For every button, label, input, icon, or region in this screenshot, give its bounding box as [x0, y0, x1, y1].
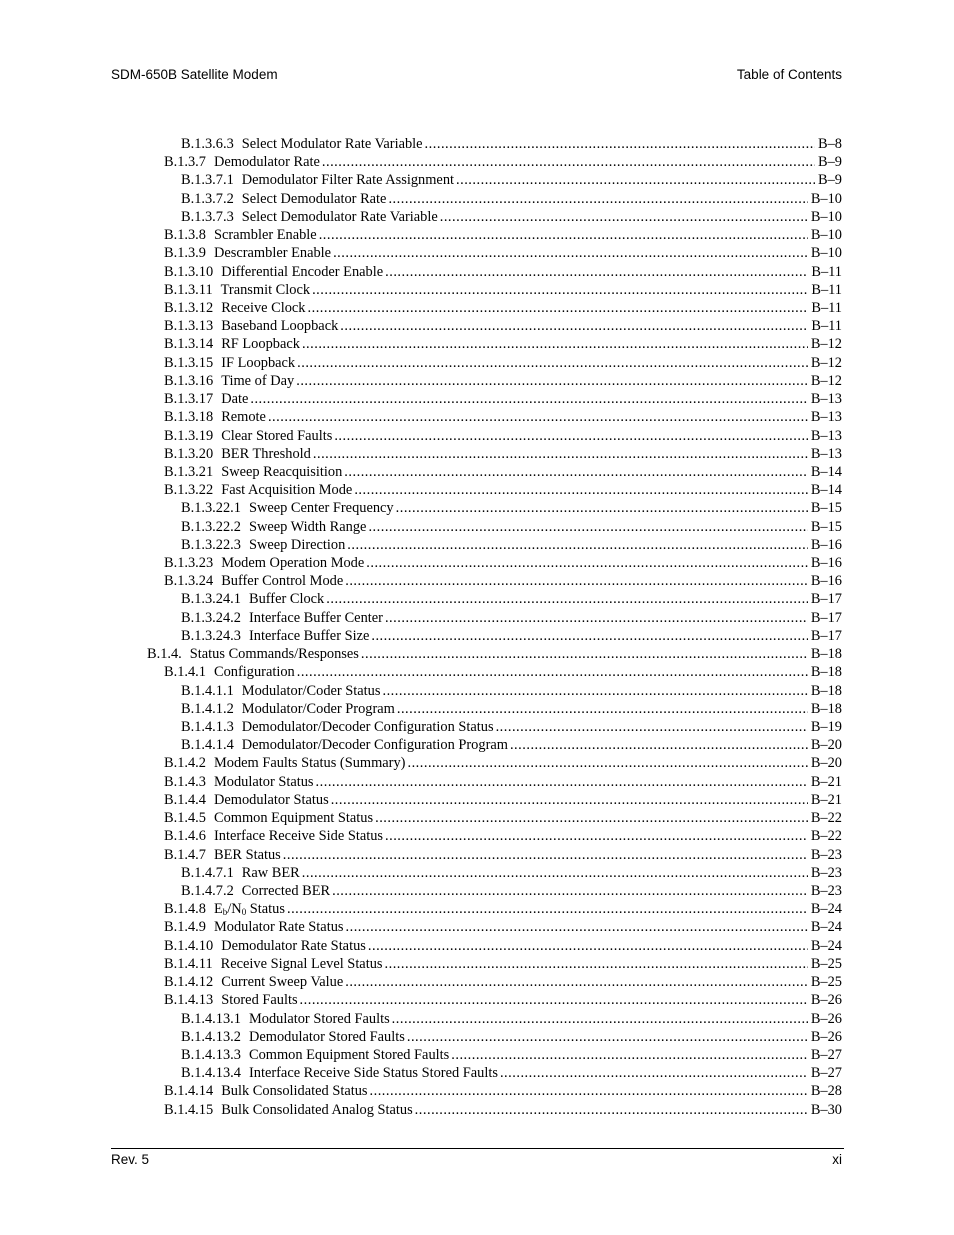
toc-dot-leader [496, 718, 808, 736]
toc-dot-leader [451, 1046, 808, 1064]
toc-entry-title: Interface Buffer Size [248, 627, 370, 644]
toc-entry-number: B.1.4.1.2 [181, 700, 234, 717]
toc-entry[interactable] [164, 281, 842, 299]
toc-entry-number: B.1.4.13.4 [181, 1065, 241, 1082]
toc-entry-title: Select Demodulator Rate [241, 190, 387, 207]
toc-entry-title: Modem Faults Status (Summary) [213, 755, 406, 772]
toc-entry[interactable] [164, 754, 842, 772]
toc-dot-leader [396, 499, 808, 517]
toc-entry[interactable] [181, 536, 842, 554]
toc-entry-number: B.1.4.11 [164, 955, 213, 972]
toc-entry-number: B.1.3.22.1 [181, 500, 241, 517]
toc-entry-number: B.1.4.8 [164, 901, 206, 918]
toc-dot-leader [345, 572, 808, 590]
toc-entry-title: Demodulator Rate [213, 154, 320, 171]
toc-entry-page: B–10 [810, 245, 842, 262]
toc-entry-title: Bulk Consolidated Status [221, 1083, 368, 1100]
toc-dot-leader [346, 918, 808, 936]
toc-entry-title: Modulator Rate Status [213, 919, 344, 936]
toc-dot-leader [385, 609, 808, 627]
toc-entry-number: B.1.3.24.3 [181, 627, 241, 644]
toc-dot-leader [326, 590, 808, 608]
toc-entry-number: B.1.4.12 [164, 974, 214, 991]
toc-entry-title: Modulator Status [213, 773, 314, 790]
toc-entry-title: Demodulator Rate Status [221, 937, 366, 954]
toc-entry-title: Sweep Width Range [248, 518, 367, 535]
toc-entry[interactable] [164, 791, 842, 809]
toc-entry-page: B–28 [810, 1083, 842, 1100]
toc-entry-number: B.1.4.10 [164, 937, 214, 954]
toc-entry-page: B–11 [811, 263, 842, 280]
toc-dot-leader [300, 991, 808, 1009]
footer-divider [111, 1148, 844, 1149]
toc-dot-leader [382, 682, 807, 700]
toc-entry[interactable] [164, 153, 842, 171]
toc-entry[interactable] [181, 682, 842, 700]
toc-dot-leader [308, 299, 809, 317]
toc-entry-title: Time of Day [221, 372, 295, 389]
toc-entry-page: B–16 [810, 573, 842, 590]
toc-entry-title: Modulator/Coder Status [241, 682, 381, 699]
toc-dot-leader [319, 226, 808, 244]
toc-entry-title: Interface Receive Side Status Stored Faults [248, 1065, 498, 1082]
toc-entry-title: Sweep Center Frequency [248, 500, 394, 517]
toc-entry-title: Buffer Clock [248, 591, 325, 608]
toc-entry-number: B.1.3.12 [164, 299, 214, 316]
toc-entry-title-part: E [213, 901, 223, 918]
toc-entry[interactable] [164, 918, 842, 936]
toc-entry[interactable] [181, 171, 842, 189]
toc-entry[interactable] [164, 827, 842, 845]
toc-entry[interactable] [181, 190, 842, 208]
toc-dot-leader [370, 1082, 808, 1100]
toc-entry[interactable] [181, 736, 842, 754]
toc-entry[interactable] [164, 554, 842, 572]
toc-entry[interactable] [164, 408, 842, 426]
toc-entry-title: Status Commands/Responses [189, 646, 359, 663]
toc-entry[interactable] [164, 226, 842, 244]
toc-dot-leader [344, 463, 808, 481]
toc-entry-number: B.1.4.13.3 [181, 1046, 241, 1063]
toc-entry-page: B–18 [810, 646, 842, 663]
toc-entry-title-part: Status [246, 901, 285, 918]
toc-entry-number: B.1.3.6.3 [181, 136, 234, 152]
toc-entry-page: B–21 [810, 773, 842, 790]
toc-entry[interactable] [164, 463, 842, 481]
toc-entry-title: Sweep Reacquisition [221, 463, 343, 480]
toc-dot-leader [368, 937, 808, 955]
toc-entry[interactable] [164, 299, 842, 317]
toc-entry-title: Interface Buffer Center [248, 609, 383, 626]
toc-entry-title: Demodulator Status [213, 791, 329, 808]
toc-entry-title: Stored Faults [221, 992, 298, 1009]
toc-entry[interactable] [164, 773, 842, 791]
toc-entry-number: B.1.3.16 [164, 372, 214, 389]
toc-entry[interactable] [164, 937, 842, 955]
toc-dot-leader [297, 354, 808, 372]
toc-dot-leader [375, 809, 808, 827]
toc-entry-page: B–8 [818, 136, 842, 152]
toc-dot-leader [407, 1028, 808, 1046]
toc-dot-leader [388, 190, 807, 208]
toc-entry-title: Clear Stored Faults [221, 427, 333, 444]
toc-entry[interactable] [181, 1028, 842, 1046]
toc-entry-number: B.1.3.7.1 [181, 172, 234, 189]
toc-dot-leader [302, 335, 808, 353]
toc-dot-leader [313, 445, 808, 463]
toc-entry-title: Select Modulator Rate Variable [241, 136, 423, 152]
toc-entry-title: Scrambler Enable [213, 227, 317, 244]
toc-dot-leader [385, 827, 808, 845]
toc-entry-number: B.1.3.20 [164, 445, 214, 462]
toc-dot-leader [331, 791, 808, 809]
toc-entry-title: Bulk Consolidated Analog Status [221, 1101, 413, 1118]
toc-entry-title: Modulator/Coder Program [241, 700, 395, 717]
toc-entry-page: B–13 [810, 445, 842, 462]
toc-entry-page: B–25 [810, 955, 842, 972]
toc-entry[interactable] [181, 518, 842, 536]
toc-entry-page: B–11 [811, 299, 842, 316]
toc-entry-page: B–11 [811, 318, 842, 335]
toc-entry-number: B.1.3.10 [164, 263, 214, 280]
toc-entry-page: B–12 [810, 372, 842, 389]
toc-entry[interactable] [181, 208, 842, 226]
toc-entry-number: B.1.3.22.3 [181, 536, 241, 553]
toc-entry-page: B–20 [810, 737, 842, 754]
toc-entry-page: B–15 [810, 500, 842, 517]
toc-dot-leader [334, 427, 808, 445]
toc-dot-leader [316, 773, 808, 791]
toc-entry[interactable] [164, 445, 842, 463]
toc-dot-leader [302, 864, 808, 882]
toc-entry-title: Modem Operation Mode [221, 555, 365, 572]
toc-entry-page: B–20 [810, 755, 842, 772]
toc-dot-leader [268, 408, 808, 426]
toc-entry-number: B.1.3.24 [164, 573, 214, 590]
toc-dot-leader [332, 882, 808, 900]
toc-entry-number: B.1.3.14 [164, 336, 214, 353]
toc-entry[interactable] [164, 1082, 842, 1100]
toc-entry-page: B–13 [810, 427, 842, 444]
toc-entry-title: Receive Clock [221, 299, 306, 316]
toc-entry-page: B–16 [810, 555, 842, 572]
toc-entry[interactable] [181, 864, 842, 882]
toc-entry-title-part: /N [227, 901, 242, 918]
toc-entry-title: Demodulator Filter Rate Assignment [241, 172, 455, 189]
toc-entry-title: Baseband Loopback [221, 318, 339, 335]
toc-entry[interactable] [181, 609, 842, 627]
toc-dot-leader [510, 736, 808, 754]
toc-entry[interactable] [164, 572, 842, 590]
toc-dot-leader [340, 317, 808, 335]
page-header [111, 67, 842, 85]
toc-entry-title: Configuration [213, 664, 295, 681]
toc-entry[interactable] [181, 882, 842, 900]
toc-entry-title: BER Status [213, 846, 281, 863]
toc-entry[interactable] [181, 590, 842, 608]
toc-entry-title: BER Threshold [221, 445, 311, 462]
toc-entry[interactable] [164, 427, 842, 445]
toc-entry-title: Descrambler Enable [213, 245, 332, 262]
toc-entry-number: B.1.4.1 [164, 664, 206, 681]
toc-dot-leader [500, 1064, 808, 1082]
toc-entry[interactable] [164, 372, 842, 390]
toc-dot-leader [250, 390, 807, 408]
toc-entry-number: B.1.3.7.3 [181, 208, 234, 225]
toc-entry-number: B.1.4.2 [164, 755, 206, 772]
toc-dot-leader [333, 244, 808, 262]
toc-entry-page: B–17 [810, 609, 842, 626]
toc-entry-title: Demodulator Stored Faults [248, 1028, 405, 1045]
toc-entry-page: B–18 [810, 682, 842, 699]
toc-entry-page: B–10 [810, 208, 842, 225]
toc-entry-title: Corrected BER [241, 882, 331, 899]
toc-entry-page: B–21 [810, 791, 842, 808]
toc-entry-page: B–24 [810, 937, 842, 954]
toc-entry-page: B–13 [810, 409, 842, 426]
header-section-title: Table of Contents [736, 67, 842, 82]
toc-entry-number: B.1.3.24.1 [181, 591, 241, 608]
toc-entry[interactable] [164, 335, 842, 353]
toc-entry[interactable] [147, 645, 842, 663]
toc-dot-leader [354, 481, 808, 499]
toc-entry-number: B.1.3.13 [164, 318, 214, 335]
toc-entry-number: B.1.3.22.2 [181, 518, 241, 535]
toc-entry-page: B–24 [810, 919, 842, 936]
toc-entry-number: B.1.4.7.2 [181, 882, 234, 899]
toc-dot-leader [385, 955, 808, 973]
toc-entry-number: B.1.3.8 [164, 227, 206, 244]
toc-entry-number: B.1.4.7.1 [181, 864, 234, 881]
toc-entry-page: B–17 [810, 591, 842, 608]
toc-dot-leader [456, 171, 815, 189]
toc-entry-page: B–27 [810, 1065, 842, 1082]
toc-entry-title: Differential Encoder Enable [221, 263, 384, 280]
toc-entry-title: Receive Signal Level Status [220, 955, 383, 972]
toc-entry[interactable] [164, 809, 842, 827]
toc-entry-title-part: 0 [241, 907, 247, 918]
toc-entry-page: B–10 [810, 227, 842, 244]
toc-entry-page: B–13 [810, 391, 842, 408]
toc-entry-page: B–30 [810, 1101, 842, 1118]
toc-entry-number: B.1.4.15 [164, 1101, 214, 1118]
toc-dot-leader [371, 627, 807, 645]
toc-entry-page: B–18 [810, 700, 842, 717]
toc-entry-title: Remote [221, 409, 266, 426]
toc-entry-title [214, 900, 285, 918]
toc-dot-leader [366, 554, 808, 572]
toc-entry-number: B.1.4.1.3 [181, 719, 234, 735]
toc-entry-number: B.1.3.17 [164, 391, 214, 408]
toc-dot-leader [407, 754, 807, 772]
toc-dot-leader [397, 700, 808, 718]
toc-entry-title: Current Sweep Value [221, 974, 344, 991]
toc-entry-title: Buffer Control Mode [221, 573, 344, 590]
toc-entry[interactable] [181, 135, 842, 153]
toc-entry-title-part: b [222, 907, 228, 918]
toc-entry-number: B.1.3.7 [164, 154, 206, 171]
toc-entry-page: B–16 [810, 536, 842, 553]
toc-dot-leader [312, 281, 808, 299]
toc-entry-page: B–14 [810, 463, 842, 480]
toc-entry[interactable] [164, 1101, 842, 1119]
toc-entry-page: B–26 [810, 1010, 842, 1027]
toc-entry-number: B.1.4.13.2 [181, 1028, 241, 1045]
toc-entry-number: B.1.3.7.2 [181, 190, 234, 207]
toc-entry-page: B–15 [810, 518, 842, 535]
toc-dot-leader [385, 263, 808, 281]
toc-entry-title: Demodulator/Decoder Configuration Status [241, 719, 494, 735]
toc-entry[interactable] [181, 1010, 842, 1028]
toc-entry-number: B.1.4.5 [164, 810, 206, 827]
toc-entry[interactable] [164, 390, 842, 408]
toc-entry-page: B–26 [810, 992, 842, 1009]
toc-entry[interactable] [164, 973, 842, 991]
toc-entry-title: Raw BER [241, 864, 300, 881]
toc-entry[interactable] [164, 955, 842, 973]
toc-entry-number: B.1.4. [147, 646, 182, 663]
toc-entry-page: B–12 [810, 336, 842, 353]
toc-entry-title: Common Equipment Status [213, 810, 374, 827]
header-document-title: SDM-650B Satellite Modem [111, 67, 278, 82]
toc-dot-leader [368, 518, 807, 536]
toc-entry-title: Transmit Clock [220, 281, 311, 298]
toc-entry[interactable] [164, 244, 842, 262]
toc-dot-leader [440, 208, 808, 226]
toc-entry-number: B.1.3.18 [164, 409, 214, 426]
toc-entry-page: B–17 [810, 627, 842, 644]
toc-entry-number: B.1.4.13.1 [181, 1010, 241, 1027]
toc-entry-page: B–22 [810, 810, 842, 827]
toc-entry-number: B.1.3.21 [164, 463, 214, 480]
toc-entry-number: B.1.4.9 [164, 919, 206, 936]
toc-entry-page: B–27 [810, 1046, 842, 1063]
toc-dot-leader [322, 153, 815, 171]
toc-dot-leader [297, 663, 808, 681]
toc-entry-number: B.1.4.6 [164, 828, 206, 845]
toc-entry[interactable] [164, 354, 842, 372]
toc-dot-leader [415, 1101, 808, 1119]
toc-entry-number: B.1.3.11 [164, 281, 213, 298]
toc-entry-page: B–9 [818, 154, 842, 171]
toc-entry-page: B–10 [810, 190, 842, 207]
toc-entry-number: B.1.3.19 [164, 427, 214, 444]
toc-dot-leader [392, 1010, 808, 1028]
toc-entry-title: Select Demodulator Rate Variable [241, 208, 438, 225]
toc-entry[interactable] [181, 1046, 842, 1064]
toc-entry-title: RF Loopback [221, 336, 300, 353]
toc-entry-title: Sweep Direction [248, 536, 346, 553]
toc-entry-page: B–14 [810, 482, 842, 499]
toc-entry-page: B–23 [810, 846, 842, 863]
footer-revision: Rev. 5 [111, 1152, 150, 1167]
page-footer [111, 1152, 842, 1170]
toc-entry[interactable] [164, 263, 842, 281]
toc-entry-number: B.1.4.7 [164, 846, 206, 863]
toc-entry[interactable] [164, 663, 842, 681]
toc-entry-title: Date [221, 391, 249, 408]
toc-entry-number: B.1.4.13 [164, 992, 214, 1009]
toc-entry[interactable] [164, 900, 842, 918]
toc-entry-number: B.1.3.22 [164, 482, 214, 499]
toc-dot-leader [425, 135, 815, 153]
toc-entry-page: B–22 [810, 828, 842, 845]
toc-entry-number: B.1.4.4 [164, 791, 206, 808]
toc-entry-page: B–18 [810, 664, 842, 681]
toc-dot-leader [361, 645, 808, 663]
toc-entry-number: B.1.3.23 [164, 555, 214, 572]
toc-entry-page: B–23 [810, 864, 842, 881]
toc-entry[interactable] [181, 700, 842, 718]
toc-dot-leader [283, 846, 808, 864]
toc-entry[interactable] [181, 627, 842, 645]
toc-entry-page: B–12 [810, 354, 842, 371]
toc-dot-leader [296, 372, 808, 390]
footer-page-number: xi [832, 1152, 842, 1167]
toc-entry[interactable] [181, 499, 842, 517]
toc-entry-title: Modulator Stored Faults [248, 1010, 390, 1027]
toc-entry-number: B.1.4.1.1 [181, 682, 234, 699]
toc-entry-number: B.1.4.1.4 [181, 737, 234, 754]
toc-entry-title: Demodulator/Decoder Configuration Program [241, 737, 508, 754]
toc-entry-title: Fast Acquisition Mode [221, 482, 353, 499]
toc-entry[interactable] [181, 1064, 842, 1082]
toc-entry-number: B.1.3.24.2 [181, 609, 241, 626]
toc-entry-title: Common Equipment Stored Faults [248, 1046, 450, 1063]
toc-entry-number: B.1.3.9 [164, 245, 206, 262]
toc-entry[interactable] [164, 481, 842, 499]
toc-dot-leader [287, 900, 808, 918]
toc-entry-page: B–19 [810, 719, 842, 735]
toc-entry-number: B.1.4.14 [164, 1083, 214, 1100]
toc-entry-page: B–23 [810, 882, 842, 899]
toc-entry-page: B–25 [810, 974, 842, 991]
toc-entry-page: B–9 [818, 172, 842, 189]
toc-entry[interactable] [164, 846, 842, 864]
toc-list [0, 135, 842, 1119]
toc-dot-leader [345, 973, 808, 991]
toc-entry[interactable] [181, 718, 842, 736]
toc-entry-title: Interface Receive Side Status [213, 828, 384, 845]
toc-entry-page: B–11 [811, 281, 842, 298]
toc-entry-number: B.1.3.15 [164, 354, 214, 371]
toc-dot-leader [347, 536, 808, 554]
toc-entry[interactable] [164, 317, 842, 335]
toc-entry[interactable] [164, 991, 842, 1009]
toc-entry-page: B–24 [810, 901, 842, 918]
toc-entry-number: B.1.4.3 [164, 773, 206, 790]
toc-entry-title: IF Loopback [221, 354, 296, 371]
toc-entry-page: B–26 [810, 1028, 842, 1045]
